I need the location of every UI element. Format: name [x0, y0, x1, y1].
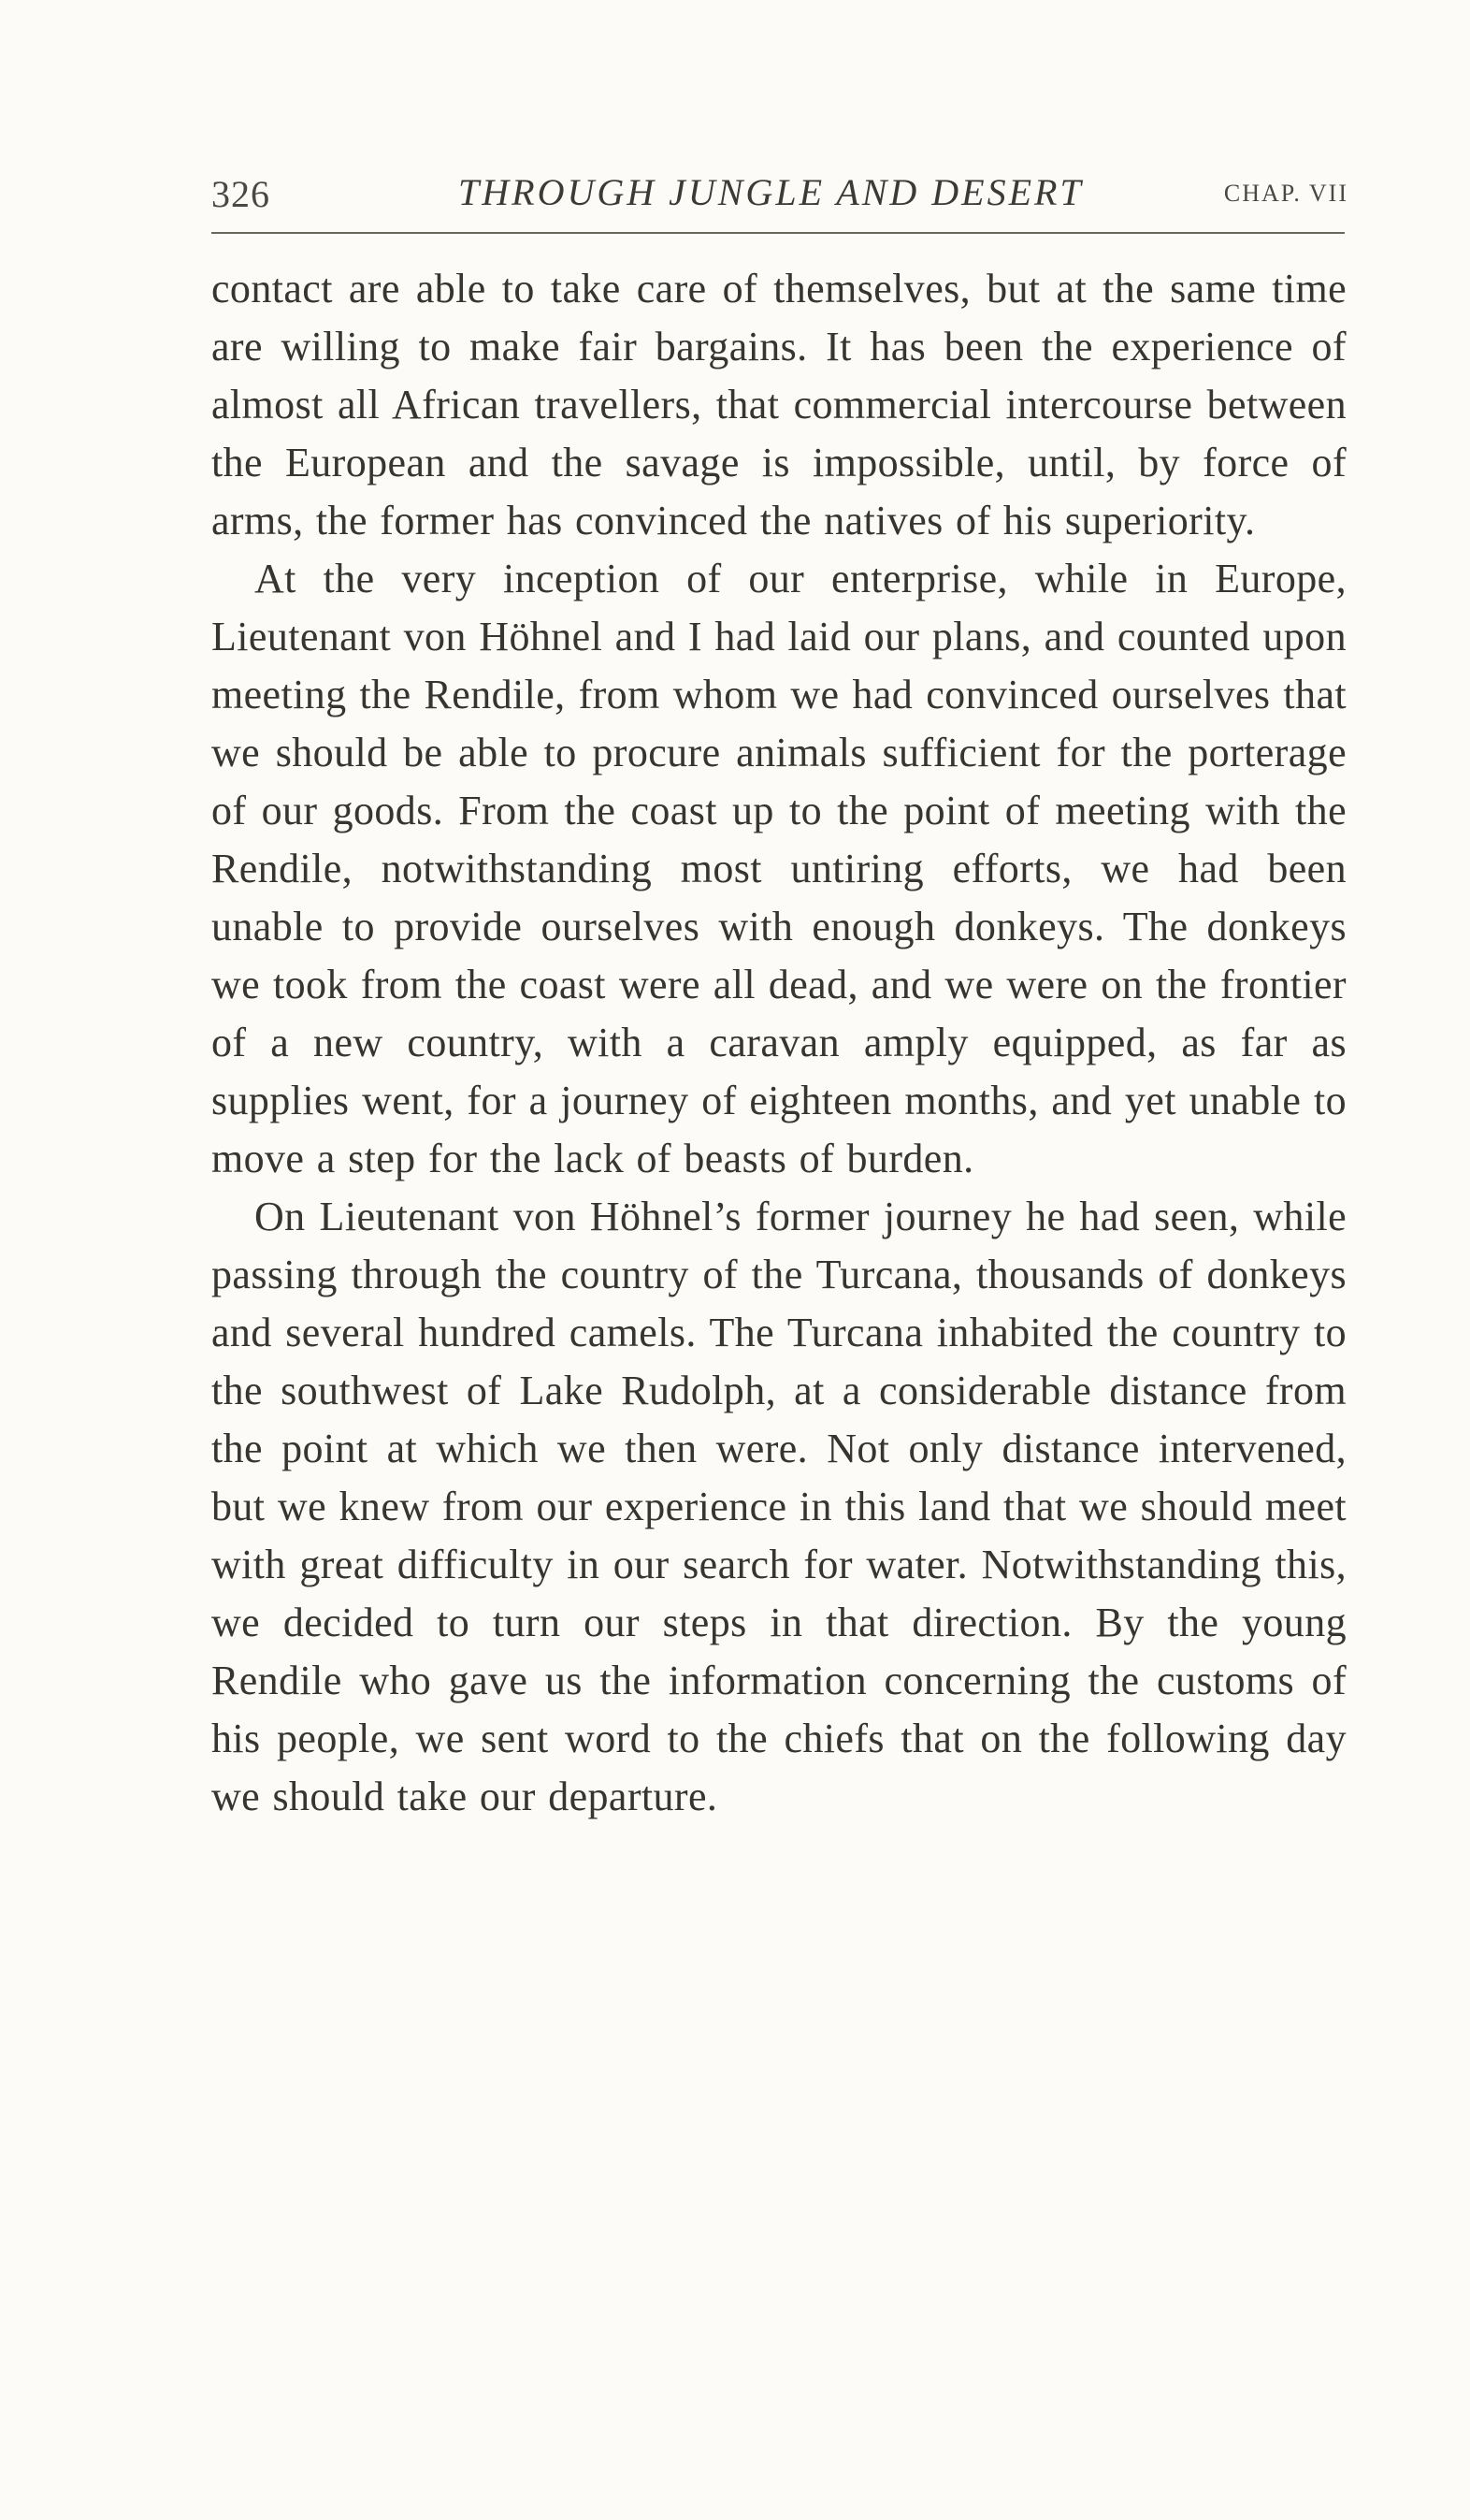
paragraph: At the very inception of our enterprise, while in Europe, Lieutenant von Höhnel and I had laid our plans, and counted upon meeting the Rendile, from whom we had convinced ourselves that we should be able to procure animals sufficient for the porterage of our goods. From the coast up to the point of meeting with the Rendile, notwithstanding most untiring efforts, we had been unable to provide ourselves with enough donkeys. The donkeys we took from the coast were all dead, and we were on the frontier of a new country, with a caravan amply equipped, as far as supplies went, for a journey of eighteen months, and yet unable to move a step for the lack of beasts of burden.: [211, 556, 1347, 1181]
paragraph: On Lieutenant von Höhnel’s former journey he had seen, while passing through the country of the Turcana, thousands of donkeys and several hundred camels. The Turcana inhabited the country to the southwest of Lake Rudolph, at a considerable distance from the point at which we then were. Not only distance intervened, but we knew from our experience in this land that we should meet with great difficulty in our search for water. Notwithstanding this, we decided to turn our steps in that direction. By the young Rendile who gave us the information concerning the customs of his people, we sent word to the chiefs that on the following day we should take our departure.: [211, 1194, 1347, 1819]
paragraph-continued: contact are able to take care of themselves, but at the same time are willing to make fair bargains. It has been the experience of almost all African travellers, that commercial intercourse between the European and the savage is impossible, until, by force of arms, the former has convinced the natives of his superiority.: [211, 266, 1347, 543]
body-text: [211, 260, 1347, 1826]
header-rule: [211, 232, 1345, 234]
running-head: [211, 167, 1348, 219]
chapter-label: CHAP. VII: [1223, 180, 1348, 207]
page-number: 326: [211, 173, 270, 215]
running-title: THROUGH JUNGLE AND DESERT: [458, 171, 1084, 213]
